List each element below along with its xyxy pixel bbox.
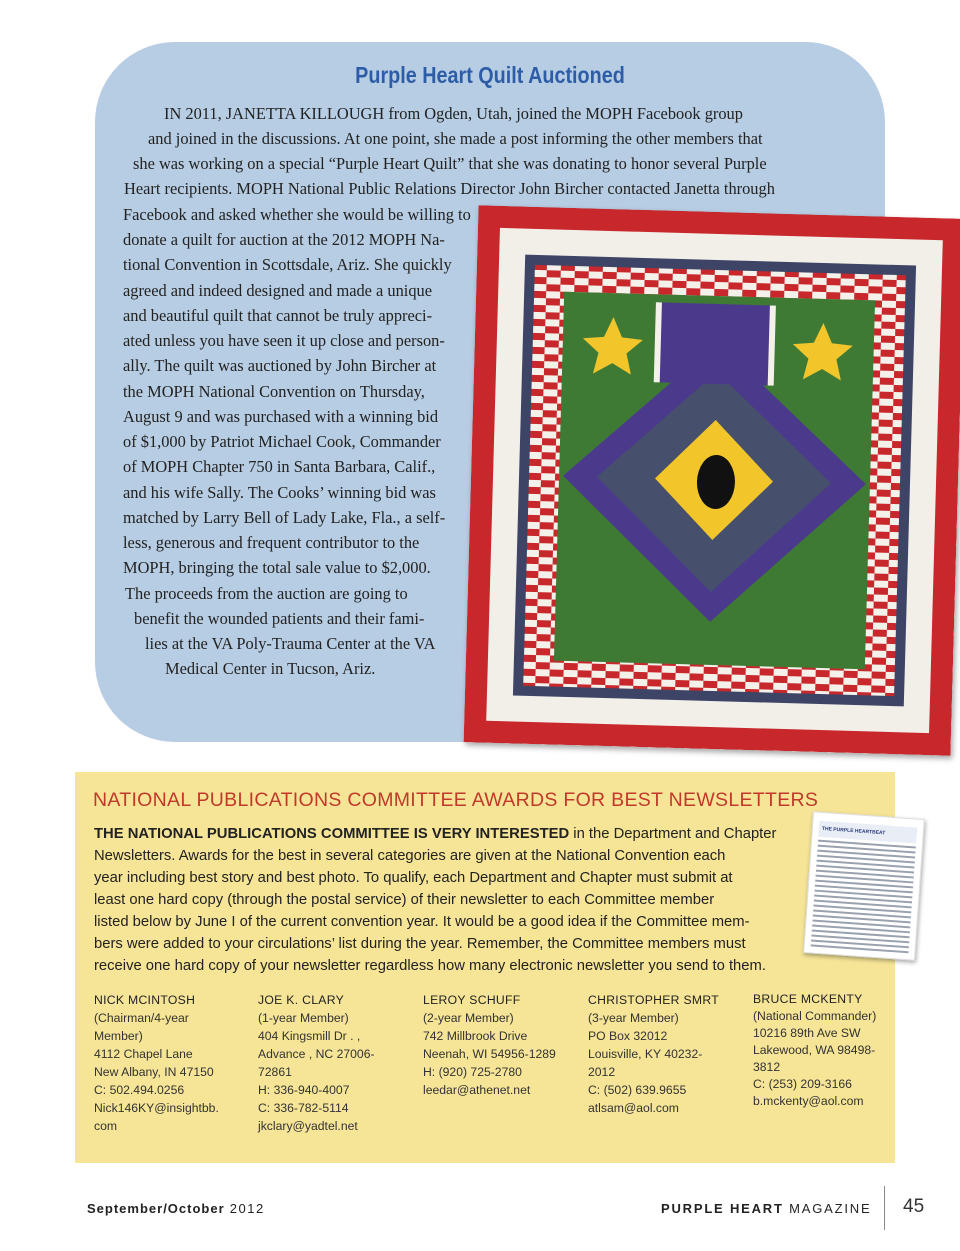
article-line: August 9 and was purchased with a winning bid (123, 407, 439, 426)
member-name: JOE K. CLARY (258, 993, 345, 1007)
member-email[interactable]: atlsam@aol.com (588, 1101, 679, 1115)
member-email[interactable]: b.mckenty@aol.com (753, 1094, 864, 1108)
awards-line: receive one hard copy of your newsletter regardless how many electronic newsletter you send to them. (94, 958, 766, 974)
member-name: BRUCE MCKENTY (753, 992, 863, 1006)
awards-line-rest: in the Department and Chapter (569, 826, 777, 842)
article-line: IN 2011, JANETTA KILLOUGH from Ogden, Utah, joined the MOPH Facebook group (164, 104, 743, 123)
committee-member (258, 991, 418, 1135)
member-detail: 4112 Chapel Lane (94, 1047, 193, 1061)
member-name: CHRISTOPHER SMRT (588, 993, 719, 1007)
awards-line: listed below by June I of the current convention year. It would be a good idea if the Committee mem- (94, 914, 750, 930)
member-detail: 10216 89th Ave SW (753, 1026, 861, 1040)
article-line: ated unless you have seen it up close and person- (123, 331, 445, 350)
committee-member (588, 991, 748, 1117)
member-detail: Louisville, KY 40232- (588, 1047, 703, 1061)
footer-magazine (661, 1201, 871, 1216)
article-line: the MOPH National Convention on Thursday, (123, 382, 425, 401)
article-line: and beautiful quilt that cannot be truly appreci- (123, 306, 433, 325)
awards-lead: THE NATIONAL PUBLICATIONS COMMITTEE IS VERY INTERESTED (94, 826, 570, 842)
awards-line: least one hard copy (through the postal service) of their newsletter to each Committee member (94, 892, 715, 908)
footer-issue-month: September/October (87, 1201, 225, 1216)
member-email[interactable]: jkclary@yadtel.net (258, 1119, 358, 1133)
member-name: LEROY SCHUFF (423, 993, 521, 1007)
article-line: MOPH, bringing the total sale value to $2,000. (123, 558, 431, 577)
member-detail: (National Commander) (753, 1009, 877, 1023)
member-detail: C: (502) 639.9655 (588, 1083, 687, 1097)
footer-magazine-light: MAGAZINE (789, 1201, 872, 1216)
article-line: and his wife Sally. The Cooks’ winning bid was (123, 483, 436, 502)
article-line: of MOPH Chapter 750 in Santa Barbara, Calif., (123, 457, 436, 476)
article-line: Medical Center in Tucson, Ariz. (165, 659, 376, 678)
member-email[interactable]: Nick146KY@insightbb. (94, 1101, 219, 1115)
awards-line: bers were added to your circulations’ list during the year. Remember, the Committee members must (94, 936, 746, 952)
member-detail: 404 Kingsmill Dr . , (258, 1029, 361, 1043)
quilt-illustration (464, 205, 960, 755)
member-detail: Neenah, WI 54956-1289 (423, 1047, 556, 1061)
member-email[interactable]: leedar@athenet.net (423, 1083, 531, 1097)
member-detail: PO Box 32012 (588, 1029, 668, 1043)
article-line: ally. The quilt was auctioned by John Bircher at (123, 356, 437, 375)
member-name: NICK MCINTOSH (94, 993, 196, 1007)
member-detail: H: (920) 725-2780 (423, 1065, 522, 1079)
member-email[interactable]: com (94, 1119, 118, 1133)
page-number: 45 (903, 1196, 925, 1217)
article-line: The proceeds from the auction are going to (125, 584, 408, 603)
article-line: less, generous and frequent contributor to the (123, 533, 420, 552)
quilt-photo (464, 205, 960, 755)
member-detail: Lakewood, WA 98498- (753, 1043, 876, 1057)
awards-title: NATIONAL PUBLICATIONS COMMITTEE AWARDS FOR BEST NEWSLETTERS (93, 789, 819, 811)
article-line: lies at the VA Poly-Trauma Center at the VA (145, 634, 436, 653)
member-detail: (1-year Member) (258, 1011, 349, 1025)
member-detail: New Albany, IN 47150 (94, 1065, 214, 1079)
footer-divider (884, 1186, 885, 1230)
member-detail: (2-year Member) (423, 1011, 514, 1025)
member-detail: C: (253) 209-3166 (753, 1077, 852, 1091)
article-line: tional Convention in Scottsdale, Ariz. She quickly (123, 255, 452, 274)
committee-member (753, 991, 888, 1110)
member-detail: 3812 (753, 1060, 781, 1074)
awards-line: Newsletters. Awards for the best in several categories are given at the National Convention each (94, 848, 726, 864)
awards-line (94, 826, 776, 842)
article-line: matched by Larry Bell of Lady Lake, Fla., a self- (123, 508, 446, 527)
article-title: Purple Heart Quilt Auctioned (355, 62, 625, 88)
member-detail: (Chairman/4-year (94, 1011, 189, 1025)
footer-issue (87, 1201, 265, 1216)
article-line: she was working on a special “Purple Heart Quilt” that she was donating to honor several Purple (133, 154, 767, 173)
member-detail: Advance , NC 27006- (258, 1047, 375, 1061)
committee-member (423, 991, 583, 1099)
article-line: agreed and indeed designed and made a unique (123, 281, 433, 300)
article-line: benefit the wounded patients and their fami- (134, 609, 425, 628)
article-line: and joined in the discussions. At one point, she made a post informing the other members that (148, 129, 763, 148)
article-line: of $1,000 by Patriot Michael Cook, Commander (123, 432, 441, 451)
member-detail: H: 336-940-4007 (258, 1083, 350, 1097)
member-detail: C: 336-782-5114 (258, 1101, 349, 1115)
footer-magazine-bold: PURPLE HEART (661, 1201, 784, 1216)
member-detail: 72861 (258, 1065, 292, 1079)
member-detail: C: 502.494.0256 (94, 1083, 185, 1097)
awards-line: year including best story and best photo. To qualify, each Department and Chapter must submit at (94, 870, 733, 886)
committee-member (94, 991, 254, 1135)
member-detail: 2012 (588, 1065, 616, 1079)
member-detail: 742 Millbrook Drive (423, 1029, 528, 1043)
newsletter-thumbnail (803, 811, 925, 960)
member-detail: (3-year Member) (588, 1011, 679, 1025)
footer-issue-year: 2012 (229, 1201, 265, 1216)
article-line: donate a quilt for auction at the 2012 MOPH Na- (123, 230, 445, 249)
article-line: Heart recipients. MOPH National Public Relations Director John Bircher contacted Janetta through (124, 179, 775, 198)
article-line: Facebook and asked whether she would be willing to (123, 205, 471, 224)
member-detail: Member) (94, 1029, 143, 1043)
newsletter-masthead: THE PURPLE HEARTBEAT (818, 821, 917, 844)
